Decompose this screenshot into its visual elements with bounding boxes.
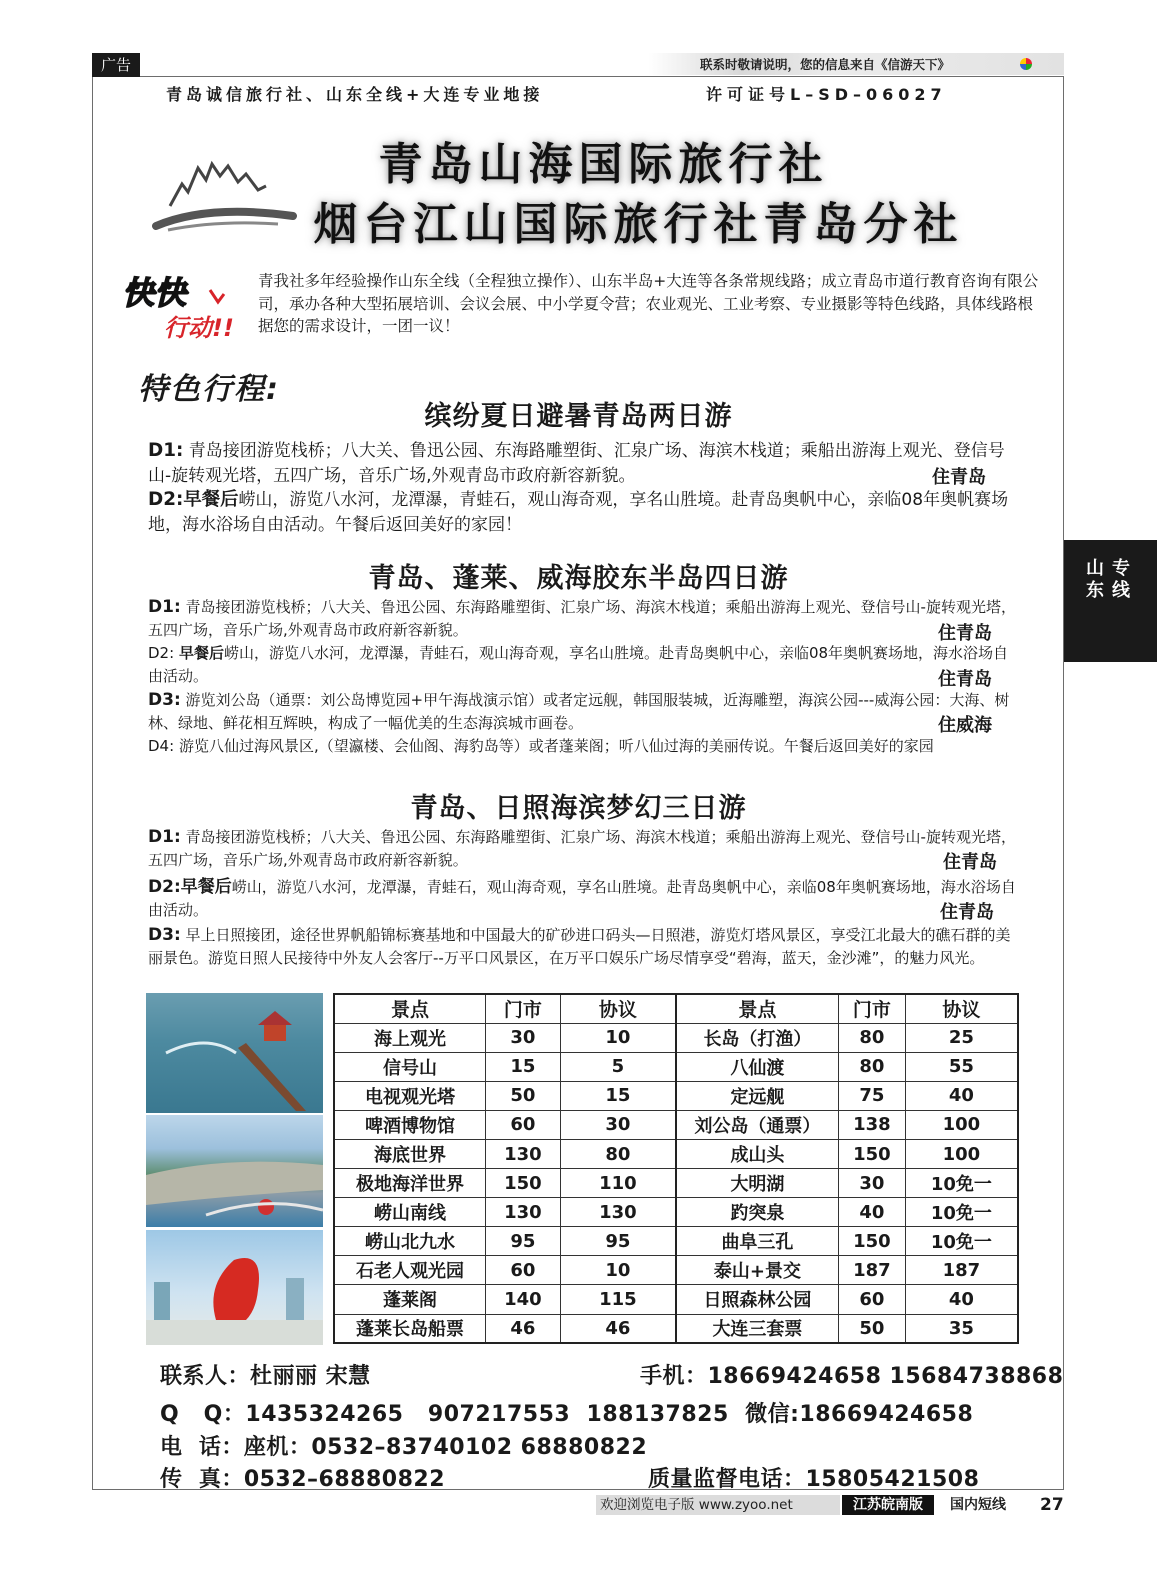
agreement-price: 10 [560,1256,676,1285]
contact-people: 联系人：杜丽丽 宋慧 [160,1364,371,1389]
agreement-price: 46 [560,1314,676,1343]
brand-logo-icon [1020,58,1032,70]
route2-day1 [148,596,1018,642]
col-header-retail: 门市 [485,994,560,1023]
price-table [333,993,1019,1344]
agreement-price: 187 [905,1256,1018,1285]
day-text: 游览刘公岛（通票：刘公岛博览园+甲午海战演示馆）或者定远舰，韩国服装城，近海雕塑，海滨公园---威海公园：大海、树林、绿地、鲜花相互辉映，构成了一幅优美的生态海滨城市画卷。 [148,691,1010,732]
intro-paragraph: 青我社多年经验操作山东全线（全程独立操作）、山东半岛+大连等各条常规线路；成立青岛市道行教育咨询有限公司，承办各种大型拓展培训、会议会展、中小学夏令营；农业观光、工业考察、专业摄影等特色线路，具体线路根据您的需求设计，一团一议！ [258,272,1039,335]
license-number: 许可证号L–SD–06027 [706,85,947,104]
spot-name: 趵突泉 [676,1198,838,1227]
day-text: 崂山，游览八水河，龙潭瀑，青蛙石，观山海奇观，享名山胜境。赴青岛奥帆中心，亲临08年奥帆赛场地，海水浴场自由活动。 [148,644,1009,685]
spot-name: 定远舰 [676,1081,838,1110]
spot-name: 长岛（打渔） [676,1023,838,1052]
footer-edition: 江苏皖南版 [842,1495,934,1515]
col-header-spot: 景点 [676,994,838,1023]
retail-price: 60 [838,1285,905,1314]
agreement-price: 110 [560,1169,676,1198]
day-text: 青岛接团游览栈桥；八大关、鲁迅公园、东海路雕塑街、汇泉广场、海滨木栈道；乘船出游海上观光、登信号山-旋转观光塔，五四广场，音乐广场,外观青岛市政府新容新貌。 [148,441,1005,486]
spot-name: 成山头 [676,1139,838,1168]
col-header-agreement: 协议 [560,994,676,1023]
may-wind-illustration [146,1230,323,1345]
side-tab-col1: 山东 [1086,558,1104,601]
day-label: D2:早餐后 [148,877,232,897]
spot-name: 海底世界 [334,1139,485,1168]
agreement-price: 5 [560,1052,676,1081]
retail-price: 80 [838,1052,905,1081]
route2-day1-stay: 住青岛 [938,623,992,644]
route1-day1 [148,439,1018,488]
day-text: 青岛接团游览栈桥；八大关、鲁迅公园、东海路雕塑街、汇泉广场、海滨木栈道；乘船出游海上观光、登信号山-旋转观光塔，五四广场，音乐广场,外观青岛市政府新容新貌。 [148,598,1016,639]
retail-price: 150 [485,1169,560,1198]
retail-price: 50 [838,1314,905,1343]
col-header-spot: 景点 [334,994,485,1023]
day-bold: 早餐后 [178,644,224,662]
day-label: D1: [148,440,184,461]
route1-day2 [148,488,1018,537]
source-notice: 联系时敬请说明，您的信息来自《信游天下》 [700,57,951,72]
photo-coast-square [146,1115,323,1227]
table-row [334,1139,1018,1168]
route2-day4 [148,735,1018,758]
route3-day3 [148,924,1018,970]
retail-price: 15 [485,1052,560,1081]
retail-price: 187 [838,1256,905,1285]
day-label: D2:早餐后 [148,489,239,510]
col-header-agreement: 协议 [905,994,1018,1023]
route3-day2-stay: 住青岛 [940,902,994,923]
agency-title-1: 青岛山海国际旅行社 [378,139,829,190]
day-label: D4: [148,737,175,755]
agreement-price: 10 [560,1023,676,1052]
table-row [334,1052,1018,1081]
ad-label: 广告 [92,53,140,77]
retail-price: 140 [485,1285,560,1314]
route1-title: 缤纷夏日避暑青岛两日游 [424,401,733,432]
agreement-price: 100 [905,1110,1018,1139]
quality-hotline: 质量监督电话：15805421508 [648,1467,980,1492]
route2-day3-stay: 住威海 [938,715,992,736]
retail-price: 130 [485,1139,560,1168]
section-heading: 特色行程: [138,372,280,407]
retail-price: 30 [838,1169,905,1198]
spot-name: 极地海洋世界 [334,1169,485,1198]
contact-phone: 电 话：座机：0532–83740102 68880822 [160,1435,648,1460]
brand-logo [1020,56,1060,72]
retail-price: 75 [838,1081,905,1110]
agreement-price: 55 [905,1052,1018,1081]
badge-line2: 行动!! [164,314,234,342]
agreement-price: 40 [905,1081,1018,1110]
spot-name: 蓬莱长岛船票 [334,1314,485,1343]
retail-price: 40 [838,1198,905,1227]
spot-name: 崂山北九水 [334,1227,485,1256]
route2-day2 [148,642,1018,688]
route2-title: 青岛、蓬莱、威海胶东半岛四日游 [368,563,789,594]
footer-category: 国内短线 [950,1497,1006,1513]
table-row [334,1110,1018,1139]
table-row [334,1227,1018,1256]
route3-title: 青岛、日照海滨梦幻三日游 [410,793,747,824]
table-row [334,1169,1018,1198]
route3-day1-stay: 住青岛 [943,852,997,873]
day-text: 崂山，游览八水河，龙潭瀑，青蛙石，观山海奇观，享名山胜境。赴青岛奥帆中心，亲临08年奥帆赛场地，海水浴场自由活动。 [148,878,1016,919]
agreement-price: 10免一 [905,1227,1018,1256]
spot-name: 日照森林公园 [676,1285,838,1314]
agreement-price: 115 [560,1285,676,1314]
table-row [334,1081,1018,1110]
spot-name: 八仙渡 [676,1052,838,1081]
retail-price: 60 [485,1110,560,1139]
day-label: D1: [148,827,181,847]
spot-name: 曲阜三孔 [676,1227,838,1256]
footer-site: 欢迎浏览电子版 www.zyoo.net [596,1495,840,1515]
agreement-price: 35 [905,1314,1018,1343]
page-number: 27 [1040,1495,1064,1515]
contact-mobile: 手机：18669424658 15684738868 [640,1364,1064,1389]
spot-name: 信号山 [334,1052,485,1081]
agreement-price: 30 [560,1110,676,1139]
photo-pier [146,993,323,1113]
agreement-price: 95 [560,1227,676,1256]
day-text: 早上日照接团，途径世界帆船锦标赛基地和中国最大的矿砂进口码头—日照港，游览灯塔风景区，享受江北最大的礁石群的美丽景色。游览日照人民接待中外友人会客厅--万平口风景区，在万平口娱乐广场尽情享受“碧海，蓝天，金沙滩”，的魅力风光。 [148,926,1011,967]
retail-price: 130 [485,1198,560,1227]
retail-price: 150 [838,1139,905,1168]
day-text: 青岛接团游览栈桥；八大关、鲁迅公园、东海路雕塑街、汇泉广场、海滨木栈道；乘船出游海上观光、登信号山-旋转观光塔，五四广场，音乐广场,外观青岛市政府新容新貌。 [148,828,1016,869]
table-row [334,1256,1018,1285]
agreement-price: 130 [560,1198,676,1227]
spot-name: 刘公岛（通票） [676,1110,838,1139]
day-label: D3: [148,925,181,945]
table-header-row [334,994,1018,1023]
price-table-body [334,1023,1018,1343]
spot-name: 蓬莱阁 [334,1285,485,1314]
retail-price: 150 [838,1227,905,1256]
badge-line1: 快快 [122,274,187,312]
retail-price: 30 [485,1023,560,1052]
retail-price: 138 [838,1110,905,1139]
day-label: D1: [148,597,181,617]
contact-qq: Q Q：1435324265 907217553 188137825 微信:18669424658 [160,1402,974,1427]
photo-may-fourth-square [146,1230,323,1345]
agency-title-2: 烟台江山国际旅行社青岛分社 [313,199,964,250]
agency-tagline: 青岛诚信旅行社、山东全线+大连专业地接 [166,85,544,104]
square-illustration [146,1115,323,1227]
retail-price: 95 [485,1227,560,1256]
pier-illustration [146,993,323,1113]
spot-name: 大连三套票 [676,1314,838,1343]
table-row [334,1023,1018,1052]
agreement-price: 100 [905,1139,1018,1168]
agreement-price: 10免一 [905,1198,1018,1227]
act-fast-badge [118,268,258,344]
route3-day1 [148,826,1018,872]
spot-name: 泰山+景交 [676,1256,838,1285]
side-tab-col2: 专线 [1112,558,1130,601]
spot-name: 石老人观光园 [334,1256,485,1285]
spot-name: 大明湖 [676,1169,838,1198]
agreement-price: 15 [560,1081,676,1110]
day-label: D3: [148,690,181,710]
spot-name: 啤酒博物馆 [334,1110,485,1139]
retail-price: 60 [485,1256,560,1285]
day-label: D2: [148,644,175,662]
table-row [334,1314,1018,1343]
col-header-retail: 门市 [838,994,905,1023]
side-tab-shandong [1064,540,1157,662]
retail-price: 80 [838,1023,905,1052]
day-text: 崂山，游览八水河，龙潭瀑，青蛙石，观山海奇观，享名山胜境。赴青岛奥帆中心，亲临08年奥帆赛场地，海水浴场自由活动。午餐后返回美好的家园！ [148,490,1009,535]
agreement-price: 80 [560,1139,676,1168]
spot-name: 海上观光 [334,1023,485,1052]
agreement-price: 25 [905,1023,1018,1052]
route1-day1-stay: 住青岛 [932,467,986,488]
contact-fax: 传 真：0532–68880822 [160,1467,446,1492]
agreement-price: 40 [905,1285,1018,1314]
spot-name: 崂山南线 [334,1198,485,1227]
route2-day2-stay: 住青岛 [938,669,992,690]
route2-day3 [148,689,1018,735]
table-row [334,1285,1018,1314]
retail-price: 50 [485,1081,560,1110]
table-row [334,1198,1018,1227]
spot-name: 电视观光塔 [334,1081,485,1110]
day-text: 游览八仙过海风景区,（望瀛楼、会仙阁、海豹岛等）或者蓬莱阁；听八仙过海的美丽传说。午餐后返回美好的家园 [178,737,934,755]
agreement-price: 10免一 [905,1169,1018,1198]
route3-day2 [148,876,1018,922]
retail-price: 46 [485,1314,560,1343]
